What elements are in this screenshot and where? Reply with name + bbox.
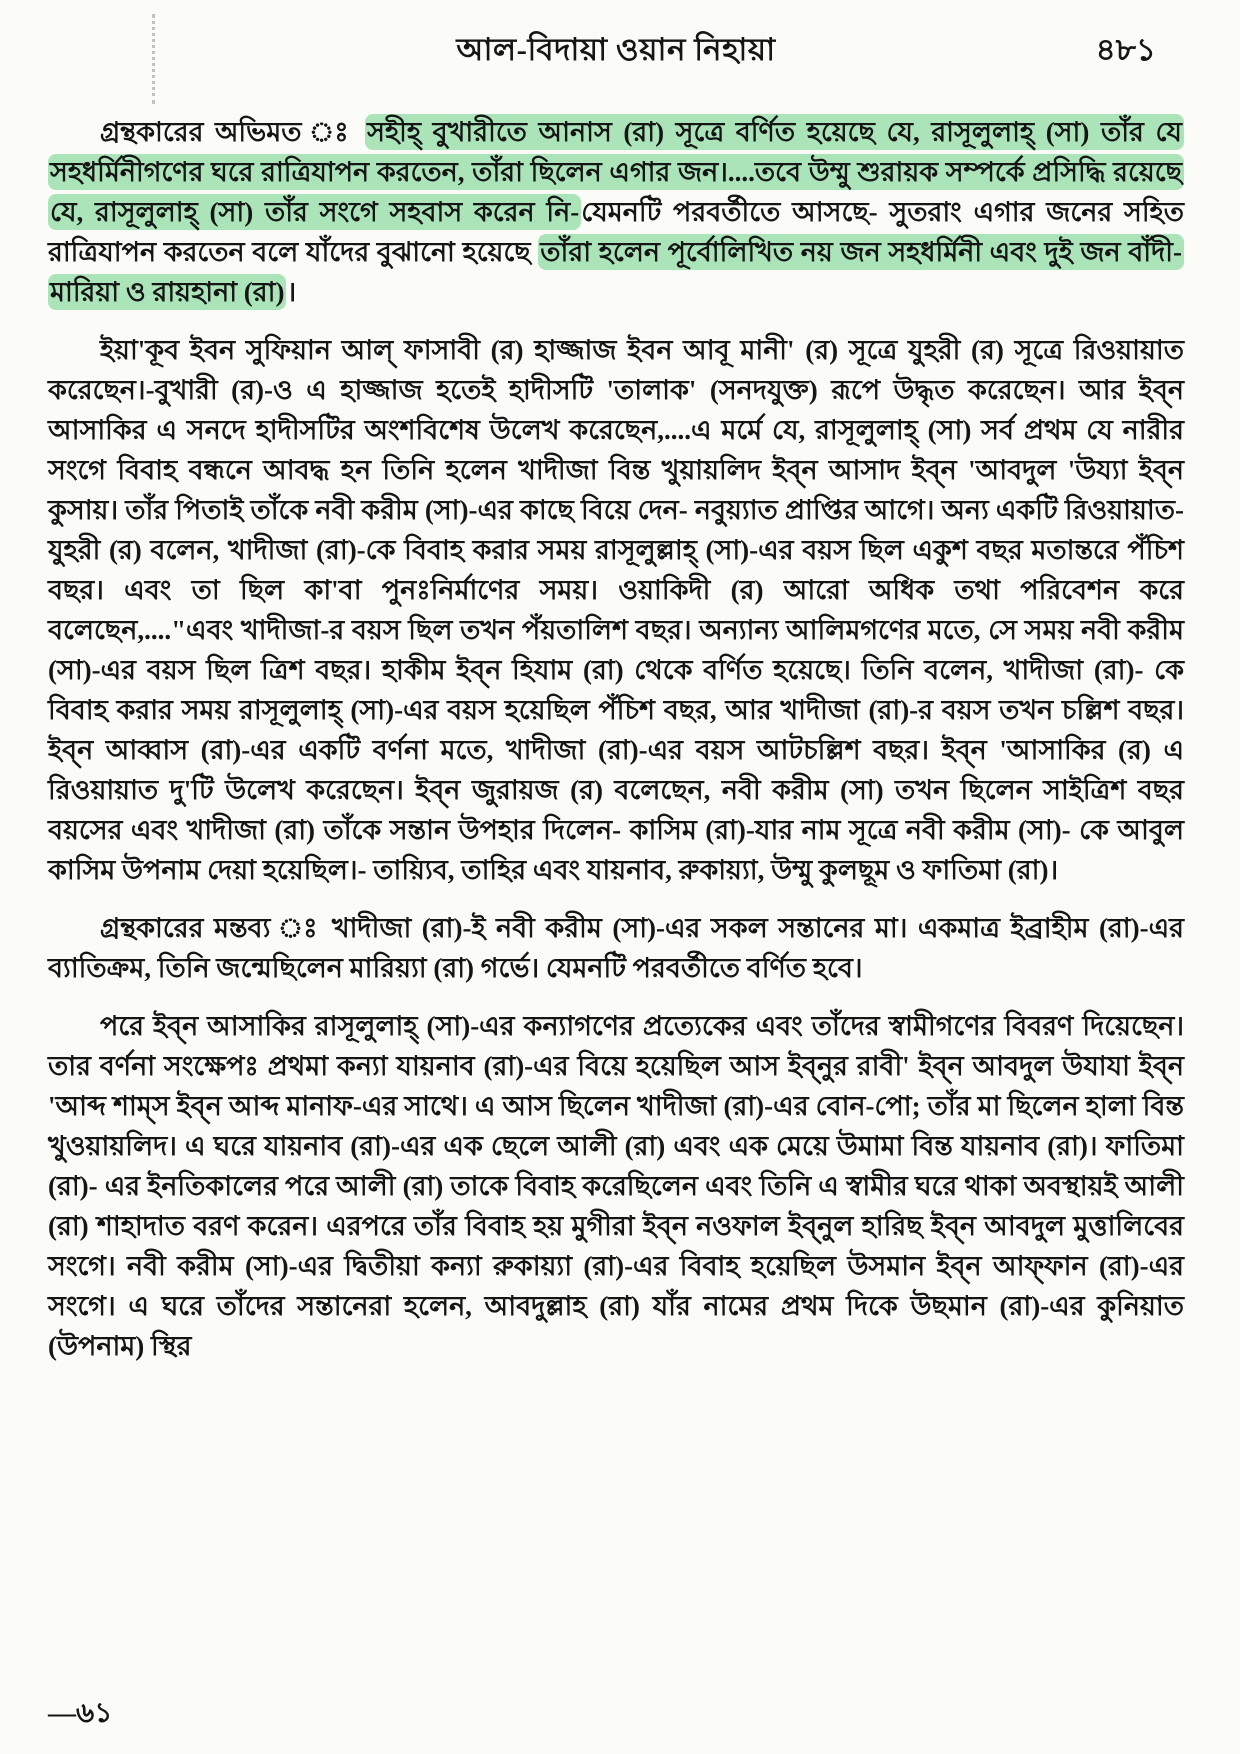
paragraph-text: পরে ইব্ন আসাকির রাসূলুলাহ্ (সা)-এর কন্যাগণের প্রত্যেকের এবং তাঁদের স্বামীগণের বিবরণ দিয়েছেন। তার বর্ণনা সংক্ষেপঃ প্রথমা কন্যা যায়নাব (রা)-এর বিয়ে হয়েছিল আস ইব্নুর রাবী' ইব্ন আবদুল উযাযা ইব্ন 'আব্দ শাম্স ইব্ন আব্দ মানাফ-এর সাথে। এ আস ছিলেন খাদীজা (রা)-এর বোন-পো; তাঁর মা ছিলেন হালা বিন্ত খুওয়ায়লিদ। এ ঘরে যায়নাব (রা)-এর এক ছেলে আলী (রা) এবং এক মেয়ে উমামা বিন্ত যায়নাব (রা)। ফাতিমা (রা)- এর ইনতিকালের পরে আলী (রা) তাকে বিবাহ করেছিলেন এবং তিনি এ স্বামীর ঘরে থাকা অবস্থায়ই আলী (রা) শাহাদাত বরণ করেন। এরপরে তাঁর বিবাহ হয় মুগীরা ইব্ন নওফাল ইব্নুল হারিছ ইব্ন আবদুল মুত্তালিবের সংগে। নবী করীম (সা)-এর দ্বিতীয়া কন্যা রুকায়্যা (রা)-এর বিবাহ হয়েছিল উসমান ইব্ন আফ্ফান (রা)-এর সংগে। এ ঘরে তাঁদের সন্তানেরা হলেন, আবদুল্লাহ (রা) যাঁর নামের প্রথম দিকে উছমান (রা)-এর কুনিয়াত (উপনাম) স্থির	[48, 1011, 1184, 1361]
paragraph-author-opinion	[48, 112, 1184, 312]
paragraph-text: ।	[286, 277, 297, 307]
page-header	[48, 26, 1184, 84]
paragraph-lead-label: গ্রন্থকারের মন্তব্য ঃ	[100, 913, 332, 943]
page-body	[48, 112, 1184, 1366]
page-number: ৪৮১	[1095, 32, 1156, 67]
paragraph-text: যেমনটি পরবর্তীতে আসছে- সুতরাং এগার জনের সহিত রাত্রিযাপন করতেন বলে যাঁদের বুঝানো হয়েছে	[48, 197, 1184, 267]
book-title: আল-বিদায়া ওয়ান নিহায়া	[456, 32, 776, 67]
paragraph-lead-label: গ্রন্থকারের অভিমত ঃ	[100, 117, 366, 147]
paragraph-author-comment	[48, 908, 1184, 988]
highlighted-text: সহীহ্ বুখারীতে আনাস (রা) সূত্রে বর্ণিত হয়েছে যে, রাসূলুলাহ্ (সা) তাঁর যে সহধর্মিনীগণের ঘরে রাত্রিযাপন করতেন, তাঁরা ছিলেন এগার জন।....তবে উম্মু শুরায়ক সম্পর্কে প্রসিদ্ধি রয়েছে যে, রাসূলুলাহ্ (সা) তাঁর সংগে সহবাস করেন নি-	[48, 114, 1184, 230]
highlighted-text: তাঁরা হলেন পূর্বোলিখিত নয় জন সহধর্মিনী এবং দুই জন বাঁদী- মারিয়া ও রায়হানা (রা)	[48, 234, 1184, 310]
paragraph-narration-khadija	[48, 330, 1184, 890]
paragraph-daughters-detail	[48, 1006, 1184, 1366]
paragraph-text: ইয়া'কূব ইবন সুফিয়ান আল্ ফাসাবী (র) হাজ্জাজ ইবন আবূ মানী' (র) সূত্রে যুহরী (র) সূত্রে রিওয়ায়াত করেছেন।-বুখারী (র)-ও এ হাজ্জাজ হতেই হাদীসটি 'তালাক' (সনদযুক্ত) রূপে উদ্ধৃত করেছেন। আর ইব্ন আসাকির এ সনদে হাদীসটির অংশবিশেষ উলেখ করেছেন,....এ মর্মে যে, রাসূলুলাহ্ (সা) সর্ব প্রথম যে নারীর সংগে বিবাহ বন্ধনে আবদ্ধ হন তিনি হলেন খাদীজা বিন্ত খুয়ায়লিদ ইব্ন আসাদ ইব্ন 'আবদুল 'উয্যা ইব্ন কুসায়। তাঁর পিতাই তাঁকে নবী করীম (সা)-এর কাছে বিয়ে দেন- নবুয়্যাত প্রাপ্তির আগে। অন্য একটি রিওয়ায়াত- যুহরী (র) বলেন, খাদীজা (রা)-কে বিবাহ করার সময় রাসূলুল্লাহ্ (সা)-এর বয়স ছিল একুশ বছর মতান্তরে পঁচিশ বছর। এবং তা ছিল কা'বা পুনঃনির্মাণের সময়। ওয়াকিদী (র) আরো অধিক তথা পরিবেশন করে বলেছেন,...."এবং খাদীজা-র বয়স ছিল তখন পঁয়তালিশ বছর। অন্যান্য আলিমগণের মতে, সে সময় নবী করীম (সা)-এর বয়স ছিল ত্রিশ বছর। হাকীম ইব্ন হিযাম (রা) থেকে বর্ণিত হয়েছে। তিনি বলেন, খাদীজা (রা)- কে বিবাহ করার সময় রাসূলুলাহ্ (সা)-এর বয়স হয়েছিল পঁচিশ বছর, আর খাদীজা (রা)-র বয়স তখন চল্লিশ বছর। ইব্ন আব্বাস (রা)-এর একটি বর্ণনা মতে, খাদীজা (রা)-এর বয়স আটচল্লিশ বছর। ইব্ন 'আসাকির (র) এ রিওয়ায়াত দু'টি উলেখ করেছেন। ইব্ন জুরায়জ (র) বলেছেন, নবী করীম (সা) তখন ছিলেন সাইত্রিশ বছর বয়সের এবং খাদীজা (রা) তাঁকে সন্তান উপহার দিলেন- কাসিম (রা)-যার নাম সূত্রে নবী করীম (সা)- কে আবুল কাসিম উপনাম দেয়া হয়েছিল।- তায়্যিব, তাহির এবং যায়নাব, রুকায়্যা, উম্মু কুলছূম ও ফাতিমা (রা)।	[48, 335, 1184, 885]
page-footer	[48, 1691, 112, 1738]
footer-mark: —৬১	[48, 1698, 113, 1729]
paragraph-text: খাদীজা (রা)-ই নবী করীম (সা)-এর সকল সন্তানের মা। একমাত্র ইব্রাহীম (রা)-এর ব্যাতিক্রম, তিনি জন্মেছিলেন মারিয়্যা (রা) গর্ভে। যেমনটি পরবর্তীতে বর্ণিত হবে।	[48, 913, 1185, 983]
